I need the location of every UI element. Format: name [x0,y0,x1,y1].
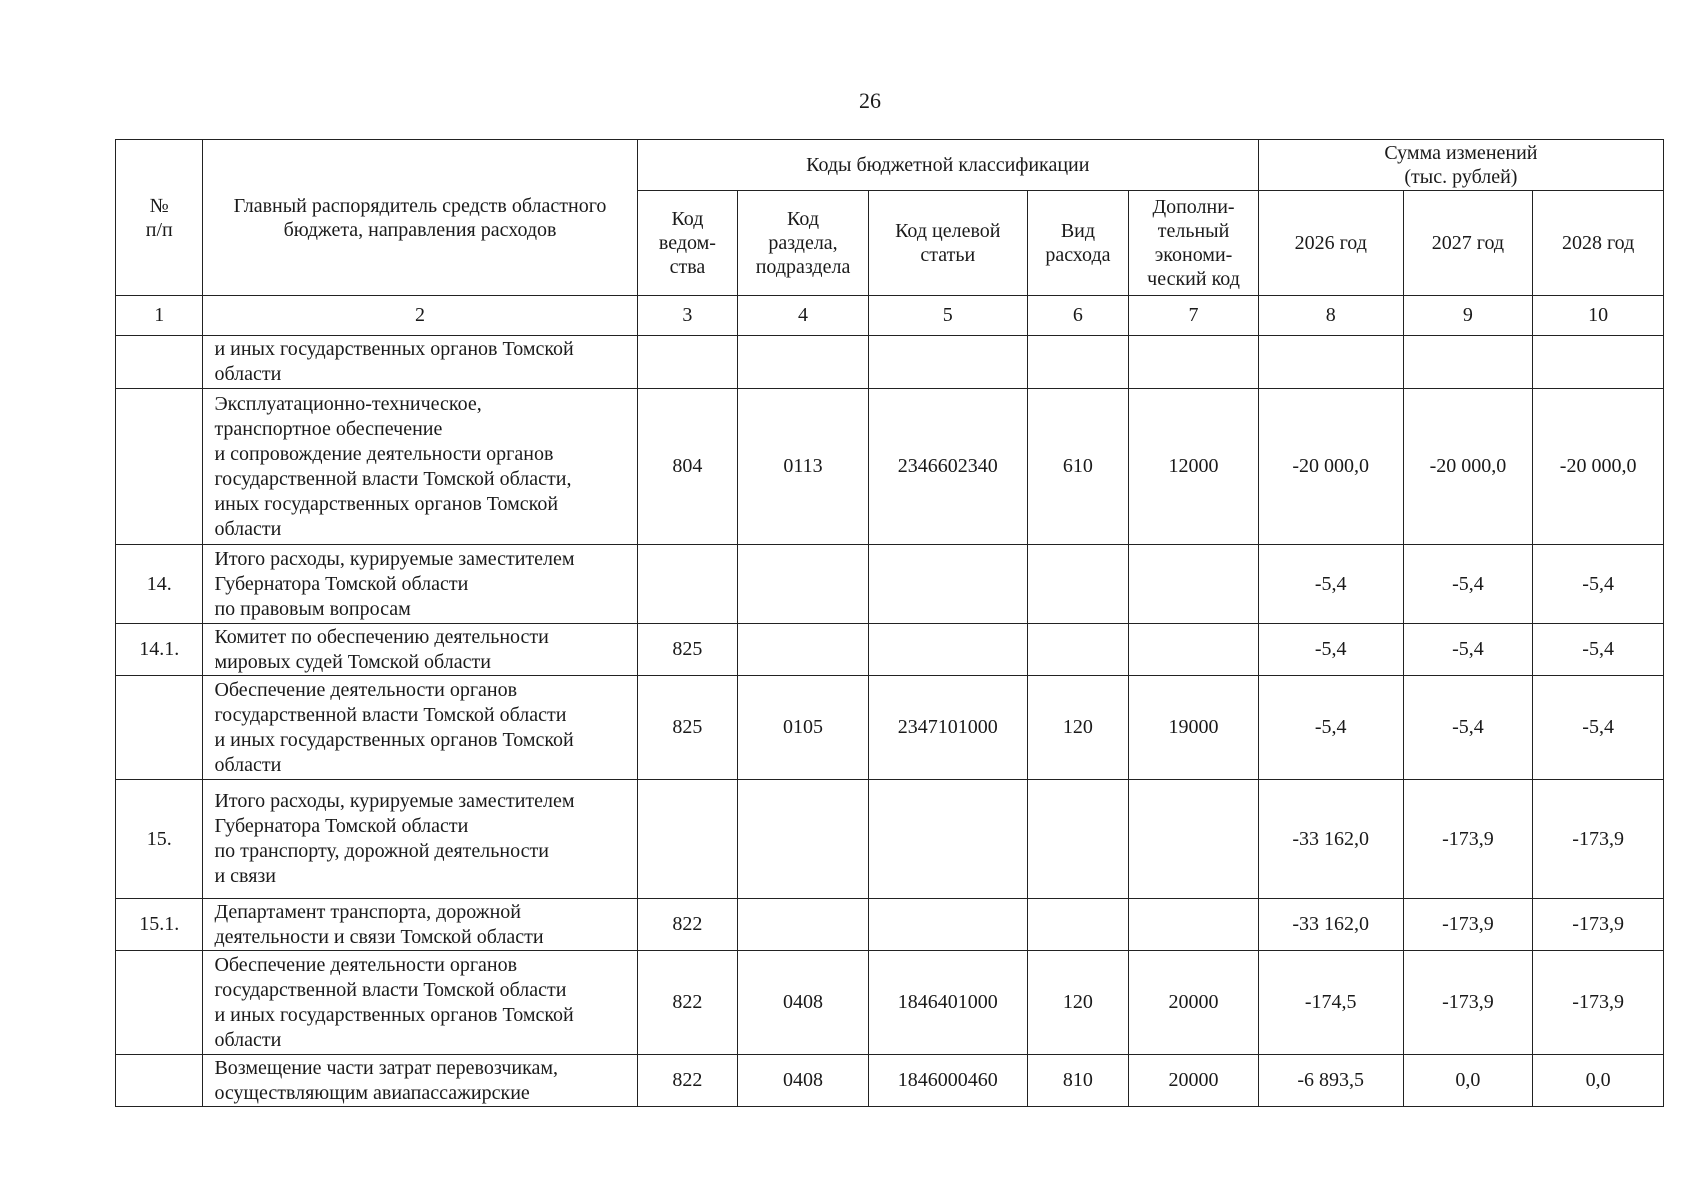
code-kind [1027,336,1129,389]
code-extra: 20000 [1129,951,1259,1055]
header-code-dept: Код ведом- ства [637,191,738,296]
header-sum-group: Сумма изменений (тыс. рублей) [1258,140,1663,191]
code-dept: 825 [637,676,738,780]
sum-2027: -173,9 [1403,780,1533,899]
code-dept [637,336,738,389]
code-kind [1027,780,1129,899]
row-number: 14. [116,545,203,624]
sum-2026: -33 162,0 [1258,899,1403,951]
sum-2027: -5,4 [1403,545,1533,624]
sum-2027: -5,4 [1403,676,1533,780]
column-number: 8 [1258,296,1403,336]
code-kind: 120 [1027,676,1129,780]
row-number [116,336,203,389]
row-name: Обеспечение деятельности органов государственной власти Томской области и иных государственных органов Томской области [203,951,637,1055]
code-extra [1129,336,1259,389]
table-row [116,899,1664,951]
sum-2027 [1403,336,1533,389]
row-name: Обеспечение деятельности органов государственной власти Томской области и иных государственных органов Томской области [203,676,637,780]
row-name: Департамент транспорта, дорожной деятельности и связи Томской области [203,899,637,951]
sum-2028 [1533,336,1664,389]
code-extra: 19000 [1129,676,1259,780]
row-name: и иных государственных органов Томской области [203,336,637,389]
header-year-2027: 2027 год [1403,191,1533,296]
table-row [116,951,1664,1055]
row-number [116,951,203,1055]
table-header [116,140,1664,336]
column-number: 6 [1027,296,1129,336]
table-row [116,780,1664,899]
header-code-extra: Дополни- тельный экономи- ческий код [1129,191,1259,296]
header-num: № п/п [116,140,203,296]
header-code-kind: Вид расхода [1027,191,1129,296]
code-target [868,899,1027,951]
code-dept: 825 [637,624,738,676]
code-target [868,545,1027,624]
sum-2028: -173,9 [1533,780,1664,899]
sum-2027: -20 000,0 [1403,389,1533,545]
code-target: 1846000460 [868,1055,1027,1107]
code-section [738,624,869,676]
sum-2028: -5,4 [1533,676,1664,780]
column-number: 2 [203,296,637,336]
code-kind [1027,545,1129,624]
code-target [868,780,1027,899]
code-extra [1129,545,1259,624]
table-row [116,624,1664,676]
sum-2028: -173,9 [1533,899,1664,951]
sum-2026: -174,5 [1258,951,1403,1055]
column-number: 3 [637,296,738,336]
code-target: 2347101000 [868,676,1027,780]
code-section: 0408 [738,1055,869,1107]
row-number [116,1055,203,1107]
header-name: Главный распорядитель средств областного бюджета, направления расходов [203,140,637,296]
sum-2026: -5,4 [1258,624,1403,676]
sum-2026: -5,4 [1258,545,1403,624]
code-dept [637,780,738,899]
table-row [116,1055,1664,1107]
code-target [868,336,1027,389]
sum-2028: -5,4 [1533,545,1664,624]
sum-2028: -173,9 [1533,951,1664,1055]
row-number: 14.1. [116,624,203,676]
row-number [116,676,203,780]
header-code-section: Код раздела, подраздела [738,191,869,296]
row-number: 15.1. [116,899,203,951]
code-target: 1846401000 [868,951,1027,1055]
table-row [116,336,1664,389]
code-dept: 804 [637,389,738,545]
budget-changes-table [115,139,1664,1107]
column-number: 9 [1403,296,1533,336]
code-extra [1129,899,1259,951]
table-row [116,676,1664,780]
row-number [116,389,203,545]
code-dept: 822 [637,1055,738,1107]
header-year-2026: 2026 год [1258,191,1403,296]
column-numbers-row [116,296,1664,336]
table-row [116,545,1664,624]
row-number: 15. [116,780,203,899]
code-kind [1027,624,1129,676]
code-section [738,780,869,899]
code-target: 2346602340 [868,389,1027,545]
sum-2028: -5,4 [1533,624,1664,676]
header-codes-group: Коды бюджетной классификации [637,140,1258,191]
header-code-target: Код целевой статьи [868,191,1027,296]
code-dept [637,545,738,624]
code-section [738,545,869,624]
column-number: 7 [1129,296,1259,336]
column-number: 1 [116,296,203,336]
code-extra: 20000 [1129,1055,1259,1107]
sum-2027: -173,9 [1403,951,1533,1055]
row-name: Возмещение части затрат перевозчикам, осуществляющим авиапассажирские [203,1055,637,1107]
code-kind: 610 [1027,389,1129,545]
sum-2027: -5,4 [1403,624,1533,676]
code-kind: 810 [1027,1055,1129,1107]
code-section: 0113 [738,389,869,545]
row-name: Комитет по обеспечению деятельности мировых судей Томской области [203,624,637,676]
code-section: 0408 [738,951,869,1055]
code-extra [1129,780,1259,899]
code-section [738,336,869,389]
row-name: Итого расходы, курируемые заместителем Губернатора Томской области по правовым вопросам [203,545,637,624]
sum-2028: 0,0 [1533,1055,1664,1107]
table-row [116,389,1664,545]
row-name: Итого расходы, курируемые заместителем Губернатора Томской области по транспорту, дорожной деятельности и связи [203,780,637,899]
page-number: 26 [859,88,881,113]
sum-2028: -20 000,0 [1533,389,1664,545]
code-section [738,899,869,951]
row-name: Эксплуатационно-техническое, транспортное обеспечение и сопровождение деятельности органов государственной власти Томской области, иных государственных органов Томской области [203,389,637,545]
header-year-2028: 2028 год [1533,191,1664,296]
code-dept: 822 [637,899,738,951]
code-kind: 120 [1027,951,1129,1055]
table-body [116,336,1664,1107]
column-number: 4 [738,296,869,336]
column-number: 10 [1533,296,1664,336]
code-extra: 12000 [1129,389,1259,545]
sum-2026 [1258,336,1403,389]
code-extra [1129,624,1259,676]
column-number: 5 [868,296,1027,336]
sum-2027: -173,9 [1403,899,1533,951]
sum-2027: 0,0 [1403,1055,1533,1107]
code-dept: 822 [637,951,738,1055]
code-kind [1027,899,1129,951]
sum-2026: -20 000,0 [1258,389,1403,545]
sum-2026: -5,4 [1258,676,1403,780]
sum-2026: -33 162,0 [1258,780,1403,899]
sum-2026: -6 893,5 [1258,1055,1403,1107]
code-section: 0105 [738,676,869,780]
code-target [868,624,1027,676]
